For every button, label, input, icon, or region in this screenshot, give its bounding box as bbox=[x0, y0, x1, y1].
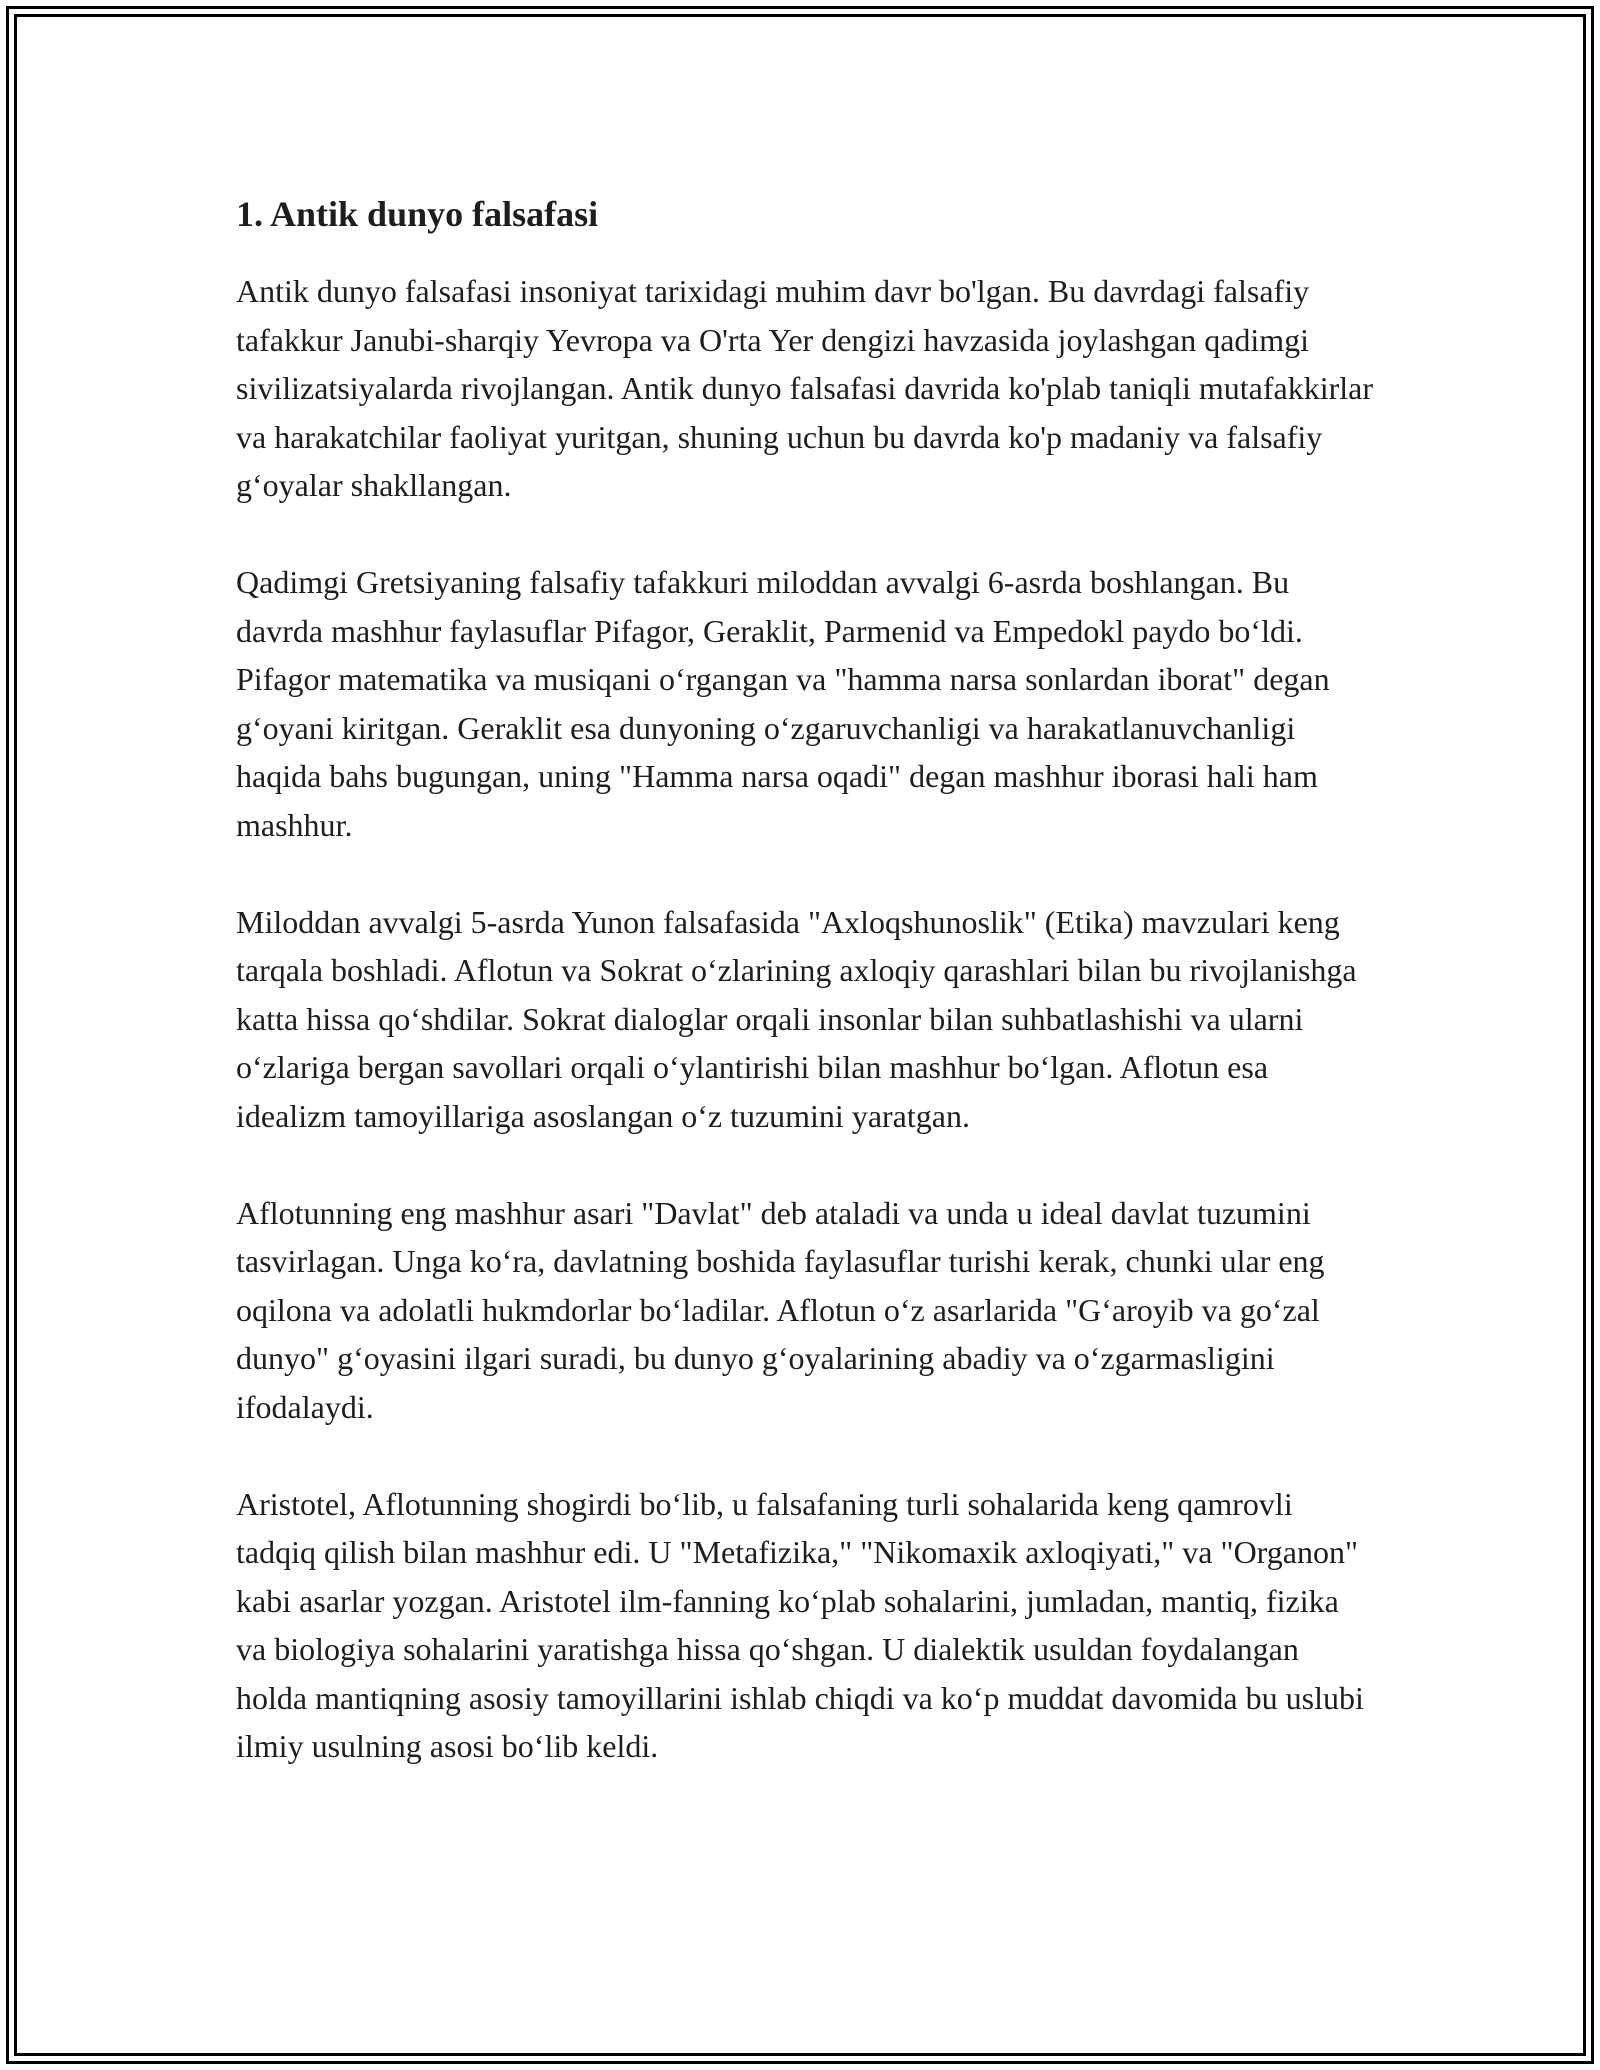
paragraph-1: Antik dunyo falsafasi insoniyat tarixidagi muhim davr bo'lgan. Bu davrdagi falsafiy tafakkur Janubi-sharqiy Yevropa va O'rta Yer dengizi havzasida joylashgan qadimgi sivilizatsiyalarda rivojlangan. Antik dunyo falsafasi davrida ko'plab taniqli mutafakkirlar va harakatchilar faoliyat yuritgan, shuning uchun bu davrda ko'p madaniy va falsafiy gʻoyalar shakllangan. bbox=[236, 273, 1373, 503]
paragraph-3: Miloddan avvalgi 5-asrda Yunon falsafasida "Axloqshunoslik" (Etika) mavzulari keng tarqala boshladi. Aflotun va Sokrat oʻzlarining axloqiy qarashlari bilan bu rivojlanishga katta hissa qoʻshdilar. Sokrat dialoglar orqali insonlar bilan suhbatlashishi va ularni oʻzlariga bergan savollari orqali oʻylantirishi bilan mashhur boʻlgan. Aflotun esa idealizm tamoyillariga asoslangan oʻz tuzumini yaratgan. bbox=[236, 903, 1357, 1134]
document-body bbox=[236, 188, 1376, 1819]
paragraph-4: Aflotunning eng mashhur asari "Davlat" deb ataladi va unda u ideal davlat tuzumini tasvirlagan. Unga koʻra, davlatning boshida faylasuflar turishi kerak, chunki ular eng oqilona va adolatli hukmdorlar boʻladilar. Aflotun oʻz asarlarida "Gʻaroyib va goʻzal dunyo" gʻoyasini ilgari suradi, bu dunyo gʻoyalarining abadiy va oʻzgarmasligini ifodalaydi. bbox=[236, 1194, 1325, 1425]
section-heading: 1. Antik dunyo falsafasi bbox=[236, 194, 599, 234]
paragraph-5: Aristotel, Aflotunning shogirdi boʻlib, u falsafaning turli sohalarida keng qamrovli tadqiq qilish bilan mashhur edi. U "Metafizika," "Nikomaxik axloqiyati," va "Organon" kabi asarlar yozgan. Aristotel ilm-fanning koʻplab sohalarini, jumladan, mantiq, fizika va biologiya sohalarini yaratishga hissa qoʻshgan. U dialektik usuldan foydalangan holda mantiqning asosiy tamoyillarini ishlab chiqdi va koʻp muddat davomida bu uslubi ilmiy usulning asosi boʻlib keldi. bbox=[236, 1485, 1364, 1764]
paragraph-2: Qadimgi Gretsiyaning falsafiy tafakkuri miloddan avvalgi 6-asrda boshlangan. Bu davrda mashhur faylasuflar Pifagor, Geraklit, Parmenid va Empedokl paydo boʻldi. Pifagor matematika va musiqani oʻrgangan va "hamma narsa sonlardan iborat" degan gʻoyani kiritgan. Geraklit esa dunyoning oʻzgaruvchanligi va harakatlanuvchanligi haqida bahs bugungan, uning "Hamma narsa oqadi" degan mashhur iborasi hali ham mashhur. bbox=[236, 564, 1330, 843]
